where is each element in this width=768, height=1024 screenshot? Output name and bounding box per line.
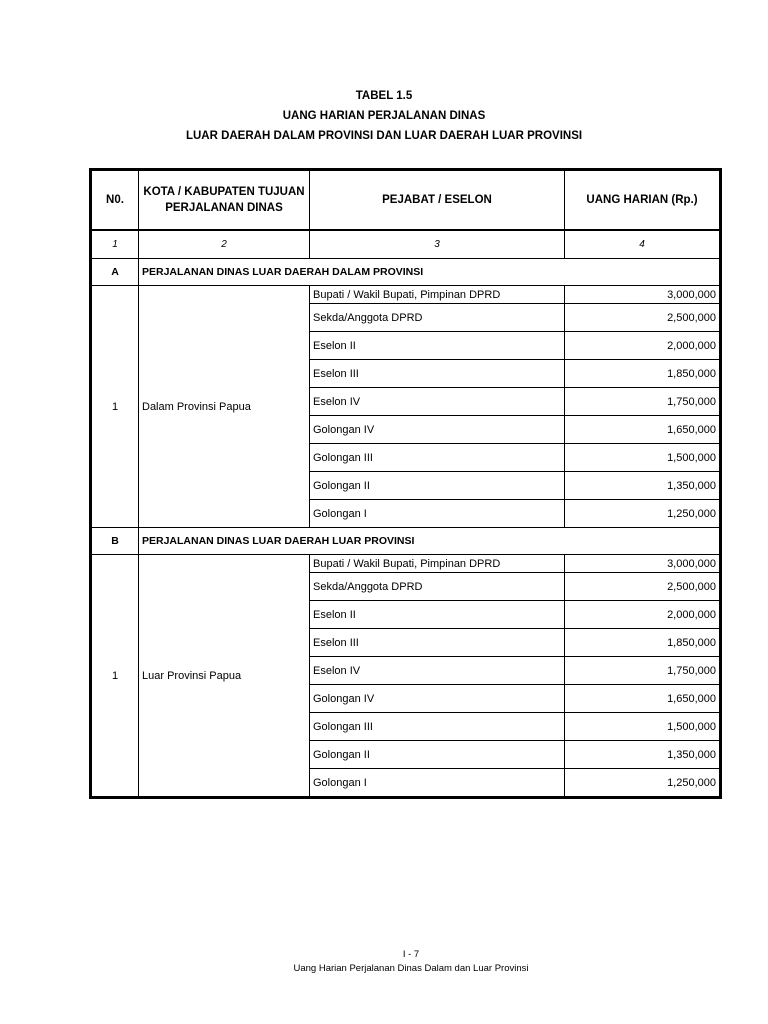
pejabat-cell: Eselon IV <box>310 388 565 416</box>
destination-city: Luar Provinsi Papua <box>139 555 310 797</box>
destination-city: Dalam Provinsi Papua <box>139 286 310 528</box>
pejabat-cell: Golongan II <box>310 472 565 500</box>
uang-harian-cell: 1,650,000 <box>565 685 720 713</box>
pejabat-cell: Eselon IV <box>310 657 565 685</box>
table-row <box>92 286 720 304</box>
uang-harian-cell: 1,850,000 <box>565 360 720 388</box>
uang-harian-cell: 1,250,000 <box>565 769 720 797</box>
section-row <box>92 259 720 286</box>
pejabat-cell: Sekda/Anggota DPRD <box>310 304 565 332</box>
pejabat-cell: Eselon II <box>310 332 565 360</box>
pejabat-cell: Bupati / Wakil Bupati, Pimpinan DPRD <box>310 286 565 304</box>
uang-harian-cell: 1,350,000 <box>565 741 720 769</box>
uang-harian-cell: 2,500,000 <box>565 573 720 601</box>
uang-harian-cell: 1,750,000 <box>565 388 720 416</box>
section-code: B <box>92 528 139 555</box>
table-row <box>92 555 720 573</box>
pejabat-cell: Eselon III <box>310 629 565 657</box>
uang-harian-cell: 3,000,000 <box>565 286 720 304</box>
page-number: I - 7 <box>402 949 420 960</box>
pejabat-cell: Eselon II <box>310 601 565 629</box>
section-row <box>92 528 720 555</box>
pejabat-cell: Eselon III <box>310 360 565 388</box>
header-row <box>92 171 720 231</box>
uang-harian-cell: 1,750,000 <box>565 657 720 685</box>
section-title: PERJALANAN DINAS LUAR DAERAH LUAR PROVINSI <box>139 528 720 555</box>
uang-harian-cell: 1,650,000 <box>565 416 720 444</box>
uang-harian-cell: 1,250,000 <box>565 500 720 528</box>
table-title-block <box>0 86 768 146</box>
pejabat-cell: Bupati / Wakil Bupati, Pimpinan DPRD <box>310 555 565 573</box>
pejabat-cell: Golongan II <box>310 741 565 769</box>
column-number: 2 <box>139 230 310 259</box>
uang-harian-cell: 2,000,000 <box>565 332 720 360</box>
header-pejabat: PEJABAT / ESELON <box>310 171 565 231</box>
column-number: 4 <box>565 230 720 259</box>
header-uang: UANG HARIAN (Rp.) <box>565 171 720 231</box>
pejabat-cell: Golongan III <box>310 713 565 741</box>
uang-harian-cell: 3,000,000 <box>565 555 720 573</box>
uang-harian-cell: 2,500,000 <box>565 304 720 332</box>
table-subtitle: LUAR DAERAH DALAM PROVINSI DAN LUAR DAERAH LUAR PROVINSI <box>185 130 583 142</box>
section-title: PERJALANAN DINAS LUAR DAERAH DALAM PROVINSI <box>139 259 720 286</box>
pejabat-cell: Golongan I <box>310 500 565 528</box>
column-number: 3 <box>310 230 565 259</box>
pejabat-cell: Sekda/Anggota DPRD <box>310 573 565 601</box>
allowance-table <box>91 170 720 797</box>
header-kota: KOTA / KABUPATEN TUJUAN PERJALANAN DINAS <box>139 171 310 231</box>
uang-harian-cell: 1,500,000 <box>565 713 720 741</box>
pejabat-cell: Golongan IV <box>310 416 565 444</box>
footer-caption: Uang Harian Perjalanan Dinas Dalam dan Luar Provinsi <box>293 963 529 974</box>
page-footer <box>0 948 768 976</box>
pejabat-cell: Golongan III <box>310 444 565 472</box>
header-no: N0. <box>92 171 139 231</box>
row-number: 1 <box>92 286 139 528</box>
uang-harian-cell: 1,850,000 <box>565 629 720 657</box>
uang-harian-cell: 2,000,000 <box>565 601 720 629</box>
pejabat-cell: Golongan IV <box>310 685 565 713</box>
uang-harian-cell: 1,500,000 <box>565 444 720 472</box>
table-title: UANG HARIAN PERJALANAN DINAS <box>282 110 486 122</box>
column-number-row <box>92 230 720 259</box>
row-number: 1 <box>92 555 139 797</box>
pejabat-cell: Golongan I <box>310 769 565 797</box>
section-code: A <box>92 259 139 286</box>
table-number: TABEL 1.5 <box>355 90 413 102</box>
column-number: 1 <box>92 230 139 259</box>
uang-harian-cell: 1,350,000 <box>565 472 720 500</box>
